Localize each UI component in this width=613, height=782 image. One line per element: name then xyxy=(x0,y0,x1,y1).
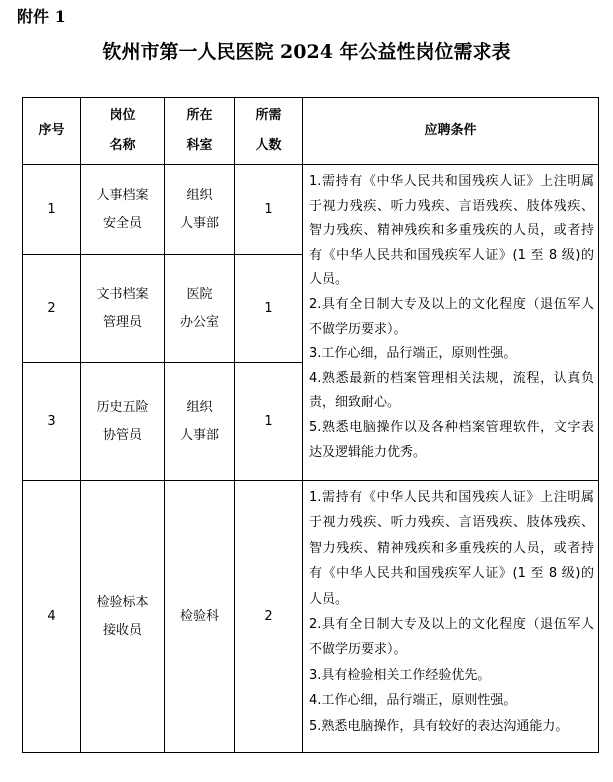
row-headcount: 1 xyxy=(235,255,303,363)
condition-item: 5.熟悉电脑操作以及各种档案管理软件，文字表达及逻辑能力优秀。 xyxy=(309,419,594,460)
row-post-line1: 检验标本 xyxy=(96,594,149,610)
row-headcount: 2 xyxy=(235,481,303,753)
condition-item: 1.需持有《中华人民共和国残疾人证》上注明属于视力残疾、听力残疾、言语残疾、肢体残疾、智力残疾、精神残疾和多重残疾的人员，或者持有《中华人民共和国残疾军人证》(1 至 8 级)的人员。 xyxy=(309,490,594,607)
table-row xyxy=(23,481,599,753)
conditions-cell-group-1 xyxy=(303,165,599,481)
table-header-row xyxy=(23,98,599,165)
header-dept-line1: 所在 xyxy=(186,108,213,123)
row-dept-line2: 人事部 xyxy=(179,427,219,443)
condition-item: 2.具有全日制大专及以上的文化程度（退伍军人不做学历要求）。 xyxy=(309,617,594,658)
row-headcount: 1 xyxy=(235,165,303,255)
row-seq: 2 xyxy=(23,255,81,363)
row-post-name xyxy=(81,165,165,255)
row-post-line2: 协管员 xyxy=(102,427,142,443)
row-post-line1: 人事档案 xyxy=(96,187,149,203)
header-post-line2: 名称 xyxy=(109,138,136,153)
row-department: 检验科 xyxy=(165,481,235,753)
condition-item: 2.具有全日制大专及以上的文化程度（退伍军人不做学历要求）。 xyxy=(309,296,594,337)
row-post-name xyxy=(81,255,165,363)
page-title: 钦州市第一人民医院 2024 年公益性岗位需求表 xyxy=(102,41,511,63)
header-headcount xyxy=(235,98,303,165)
conditions-cell-group-2 xyxy=(303,481,599,753)
condition-item: 5.熟悉电脑操作，具有较好的表达沟通能力。 xyxy=(309,718,569,734)
row-department xyxy=(165,165,235,255)
header-department xyxy=(165,98,235,165)
row-dept-line1: 组织 xyxy=(186,399,213,415)
position-demand-table xyxy=(22,97,599,753)
row-dept-line2: 办公室 xyxy=(179,314,219,330)
header-count-line2: 人数 xyxy=(255,138,282,153)
row-post-line2: 安全员 xyxy=(102,215,142,231)
row-post-name xyxy=(81,481,165,753)
condition-item: 4.工作心细，品行端正，原则性强。 xyxy=(309,693,517,709)
row-post-line1: 文书档案 xyxy=(96,286,149,302)
row-dept-line1: 医院 xyxy=(186,286,213,302)
row-post-line1: 历史五险 xyxy=(96,399,149,415)
header-conditions: 应聘条件 xyxy=(303,98,599,165)
row-dept-line1: 组织 xyxy=(186,187,213,203)
row-seq: 4 xyxy=(23,481,81,753)
header-seq: 序号 xyxy=(23,98,81,165)
table-row xyxy=(23,165,599,255)
condition-item: 4.熟悉最新的档案管理相关法规，流程，认真负责，细致耐心。 xyxy=(309,370,594,411)
row-headcount: 1 xyxy=(235,363,303,481)
row-seq: 3 xyxy=(23,363,81,481)
header-count-line1: 所需 xyxy=(255,108,282,123)
row-post-line2: 管理员 xyxy=(102,314,142,330)
condition-item: 3.具有检验相关工作经验优先。 xyxy=(309,667,491,683)
row-seq: 1 xyxy=(23,165,81,255)
header-dept-line2: 科室 xyxy=(186,138,213,153)
header-post-line1: 岗位 xyxy=(109,108,136,123)
row-department xyxy=(165,363,235,481)
annex-label: 附件 1 xyxy=(17,7,66,26)
condition-item: 1.需持有《中华人民共和国残疾人证》上注明属于视力残疾、听力残疾、言语残疾、肢体残疾、智力残疾、精神残疾和多重残疾的人员，或者持有《中华人民共和国残疾军人证》(1 至 8 级)的人员。 xyxy=(309,174,594,288)
row-dept-line2: 人事部 xyxy=(179,215,219,231)
row-post-name xyxy=(81,363,165,481)
row-post-line2: 接收员 xyxy=(102,622,142,638)
row-department xyxy=(165,255,235,363)
header-post-name xyxy=(81,98,165,165)
condition-item: 3.工作心细，品行端正，原则性强。 xyxy=(309,346,517,362)
